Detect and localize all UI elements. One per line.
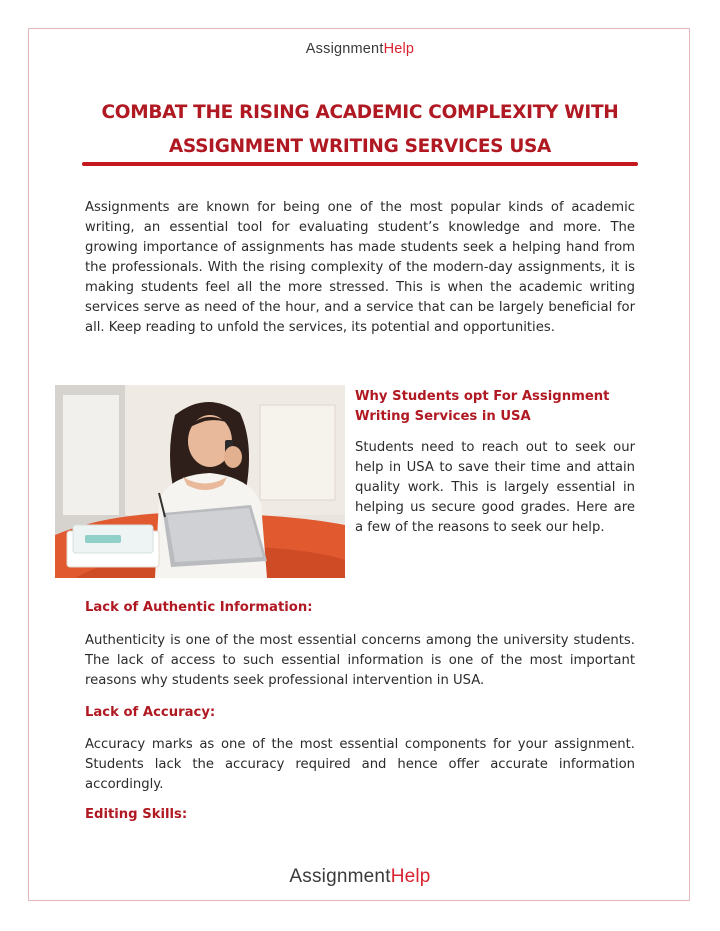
student-photo xyxy=(55,385,345,578)
intro-paragraph: Assignments are known for being one of the most popular kinds of academic writing, an essential tool for evaluating student’s knowledge and more. The growing importance of assignments has made students seek a helping hand from the professionals. With the rising complexity of the modern-day assignments, it is making students feel all the more stressed. This is when the academic writing services serve as need of the hour, and a service that can be largely beneficial for all. Keep reading to unfold the services, its potential and opportunities. xyxy=(85,200,635,335)
brand-name-part1: Assignment xyxy=(289,866,391,887)
title-line-1: COMBAT THE RISING ACADEMIC COMPLEXITY WITH xyxy=(101,102,619,124)
brand-name-part1: Assignment xyxy=(305,41,384,57)
side-heading xyxy=(355,387,637,427)
side-heading-line-1: Why Students opt For Assignment xyxy=(355,389,610,404)
section-heading-accuracy: Lack of Accuracy: xyxy=(85,705,216,720)
side-paragraph: Students need to reach out to seek our help in USA to save their time and attain quality work. This is largely essential in helping us secure good grades. Here are a few of the reasons to seek our help. xyxy=(355,440,635,535)
brand-name-part2: Help xyxy=(383,41,415,57)
section-heading-authentic-information: Lack of Authentic Information: xyxy=(85,600,313,615)
page-title xyxy=(60,96,660,164)
brand-logo-top xyxy=(0,41,720,57)
title-line-2: ASSIGNMENT WRITING SERVICES USA xyxy=(168,136,552,158)
section-paragraph-authentic-information: Authenticity is one of the most essential concerns among the university students. The lack of access to such essential information is one of the most important reasons why students seek professional intervention in USA. xyxy=(85,633,635,688)
brand-name-part2: Help xyxy=(390,866,431,887)
section-heading-editing-skills: Editing Skills: xyxy=(85,807,188,822)
brand-logo-bottom xyxy=(0,866,720,888)
title-divider xyxy=(82,162,638,166)
side-heading-line-2: Writing Services in USA xyxy=(355,409,531,424)
section-paragraph-accuracy: Accuracy marks as one of the most essential components for your assignment. Students lack the accuracy required and hence offer accurate information accordingly. xyxy=(85,737,635,792)
